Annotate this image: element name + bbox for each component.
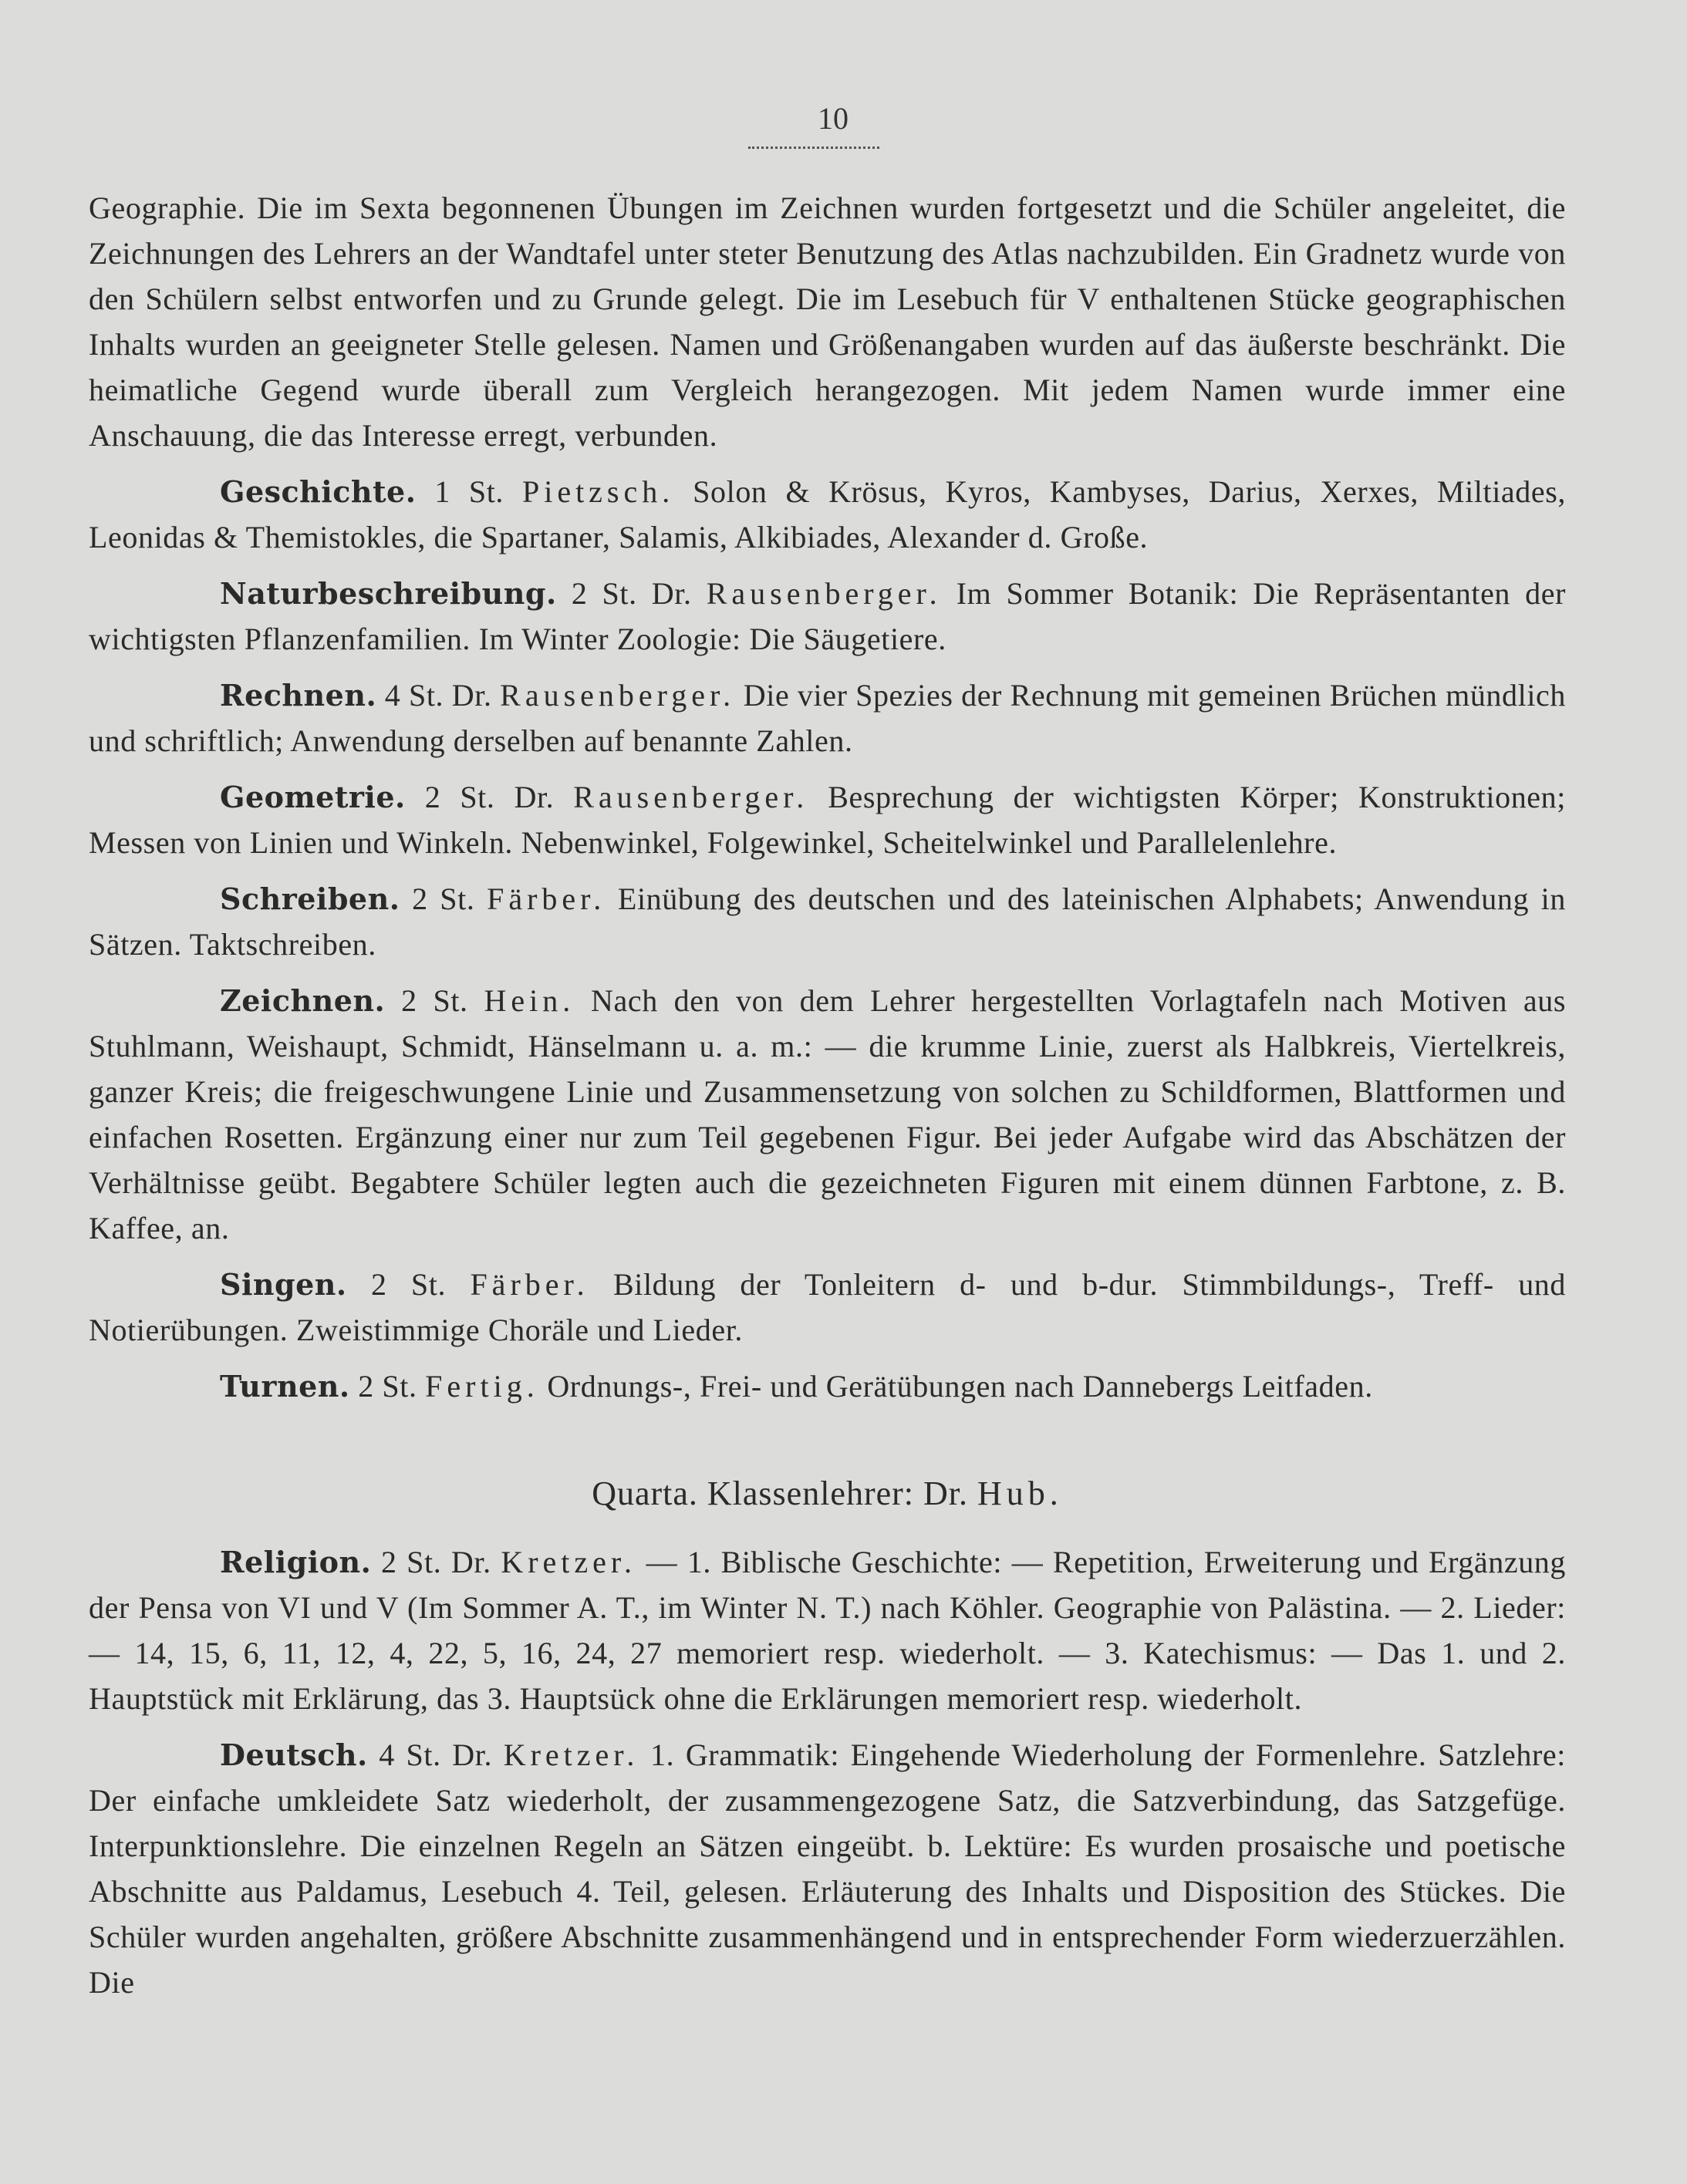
subject-text: Nach den von dem Lehrer hergestellten Vorlagtafeln nach Motiven aus Stuhlmann, Weishaupt, Schmidt, Hänselmann u. a. m.: — die krumme Linie, zuerst als Halbkreis, Viertelkreis, ganzer Kreis; die freigeschwungene Linie und Zusammensetzung von solchen zu Schildformen, Blattformen und einfachen Rosetten. Ergänzung einer nur zum Teil gegebenen Figur. Bei jeder Aufgabe wird das Abschätzen der Verhältnisse geübt. Begabtere Schüler legten auch die gezeichneten Figuren mit einem dünnen Farbtone, z. B. Kaffee, an. xyxy=(89,983,1567,1245)
subject-hours: 2 St. Dr. xyxy=(371,1545,501,1579)
subject-paragraph xyxy=(89,1363,1566,1409)
subject-hours: 2 St. xyxy=(349,1369,426,1404)
section-heading-quarta xyxy=(89,1471,1566,1516)
subject-hours: 4 St. Dr. xyxy=(367,1737,504,1772)
subject-name: Turnen. xyxy=(220,1369,350,1404)
subject-teacher: Rausenberger. xyxy=(706,576,942,611)
intro-paragraph: Geographie. Die im Sexta begonnenen Übungen im Zeichnen wurden fortgesetzt und die Schüler angeleitet, die Zeichnungen des Lehrers an der Wandtafel unter steter Benutzung des Atlas nachzubilden. Ein Gradnetz wurde von den Schülern selbst entworfen und zu Grunde gelegt. Die im Lesebuch für V enthaltenen Stücke geographischen Inhalts wurden an geeigneter Stelle gelesen. Namen und Größenangaben wurden auf das äußerste beschränkt. Die heimatliche Gegend wurde überall zum Vergleich herangezogen. Mit jedem Namen wurde immer eine Anschauung, die das Interesse erregt, verbunden. xyxy=(89,190,1566,453)
subject-name: Deutsch. xyxy=(220,1737,368,1772)
subject-hours: 4 St. Dr. xyxy=(376,678,501,713)
subject-text: Die vier Spezies der Rechnung mit gemeinen Brüchen mündlich und schriftlich; Anwendung derselben auf benannte Zahlen. xyxy=(89,678,1566,758)
subject-name: Schreiben. xyxy=(220,881,400,916)
subject-text: Besprechung der wichtigsten Körper; Konstruktionen; Messen von Linien und Winkeln. Nebenwinkel, Folgewinkel, Scheitelwinkel und Parallelenlehre. xyxy=(89,780,1566,860)
subject-paragraph xyxy=(89,978,1566,1251)
subject-text: — 1. Biblische Geschichte: — Repetition, Erweiterung und Ergänzung der Pensa von VI und V (Im Sommer A. T., im Winter N. T.) nach Köhler. Geographie von Palästina. — 2. Lieder: — 14, 15, 6, 11, 12, 4, 22, 5, 16, 24, 27 memoriert resp. wiederholt. — 3. Katechismus: — Das 1. und 2. Hauptstück mit Erklärung, das 3. Hauptsück ohne die Erklärungen memoriert resp. wiederholt. xyxy=(89,1545,1566,1716)
subject-teacher: Kretzer. xyxy=(503,1737,639,1772)
subject-text: Ordnungs-, Frei- und Gerätübungen nach Dannebergs Leitfaden. xyxy=(538,1369,1373,1404)
subject-name: Geschichte. xyxy=(220,474,417,509)
subject-hours: 2 St. xyxy=(400,881,488,916)
subject-text: 1. Grammatik: Eingehende Wiederholung der Formenlehre. Satzlehre: Der einfache umkleidete Satz wiederholt, der zusammengezogene Satz, die Satzverbindung, das Satzgefüge. Interpunktionslehre. Die einzelnen Regeln an Sätzen eingeübt. b. Lektüre: Es wurden prosaische und poetische Abschnitte aus Paldamus, Lesebuch 4. Teil, gelesen. Erläuterung des Inhalts und Disposition des Stückes. Die Schüler wurden angehalten, größere Abschnitte zusammenhängend und in entsprechender Form wiederzuerzählen. Die xyxy=(89,1737,1567,2000)
class-name: Quarta. xyxy=(592,1475,698,1512)
page-number: 10 xyxy=(818,101,849,136)
class-teacher-label: Klassenlehrer: Dr. xyxy=(697,1475,978,1512)
subject-hours: 2 St. Dr. xyxy=(556,576,707,611)
subject-teacher: Hein. xyxy=(484,983,575,1018)
subject-teacher: Rausenberger. xyxy=(500,678,736,713)
subject-text: Im Sommer Botanik: Die Repräsentanten der wichtigsten Pflanzenfamilien. Im Winter Zoologie: Die Säugetiere. xyxy=(89,576,1566,656)
subject-hours: 2 St. xyxy=(385,983,484,1018)
class-teacher: Hub. xyxy=(977,1475,1063,1512)
subject-teacher: Pietzsch. xyxy=(521,474,675,509)
subject-name: Naturbeschreibung. xyxy=(220,576,557,611)
subject-name: Rechnen. xyxy=(220,678,377,713)
subject-paragraph xyxy=(89,672,1566,763)
subject-paragraph xyxy=(89,876,1566,967)
subject-name: Geometrie. xyxy=(220,780,406,814)
subject-text: Bildung der Tonleitern d- und b-dur. Stimmbildungs-, Treff- und Notierübungen. Zweistimmige Choräle und Lieder. xyxy=(89,1267,1567,1347)
quarta-subjects xyxy=(89,1539,1566,2005)
subject-name: Religion. xyxy=(220,1545,372,1579)
subject-name: Singen. xyxy=(220,1267,347,1302)
quinta-subjects xyxy=(89,469,1566,1409)
subject-paragraph xyxy=(89,1262,1566,1353)
subject-teacher: Kretzer. xyxy=(501,1545,637,1579)
subject-paragraph xyxy=(89,1732,1566,2005)
subject-text: Solon & Krösus, Kyros, Kambyses, Darius, Xerxes, Miltiades, Leonidas & Themistokles, die Spartaner, Salamis, Alkibiades, Alexander d. Große. xyxy=(89,474,1566,554)
subject-paragraph xyxy=(89,1539,1566,1721)
subject-teacher: Färber. xyxy=(487,881,606,916)
page-body xyxy=(89,185,1566,2016)
subject-hours: 2 St. Dr. xyxy=(405,780,574,814)
subject-teacher: Färber. xyxy=(470,1267,589,1302)
subject-text: Einübung des deutschen und des lateinischen Alphabets; Anwendung in Sätzen. Taktschreiben. xyxy=(89,881,1566,962)
subject-teacher: Rausenberger. xyxy=(573,780,809,814)
subject-hours: 1 St. xyxy=(416,474,522,509)
subject-paragraph xyxy=(89,469,1566,560)
subject-paragraph xyxy=(89,774,1566,865)
subject-hours: 2 St. xyxy=(346,1267,471,1302)
subject-teacher: Fertig. xyxy=(425,1369,539,1404)
subject-paragraph xyxy=(89,571,1566,662)
subject-name: Zeichnen. xyxy=(220,983,386,1018)
decorative-rule xyxy=(748,137,879,149)
